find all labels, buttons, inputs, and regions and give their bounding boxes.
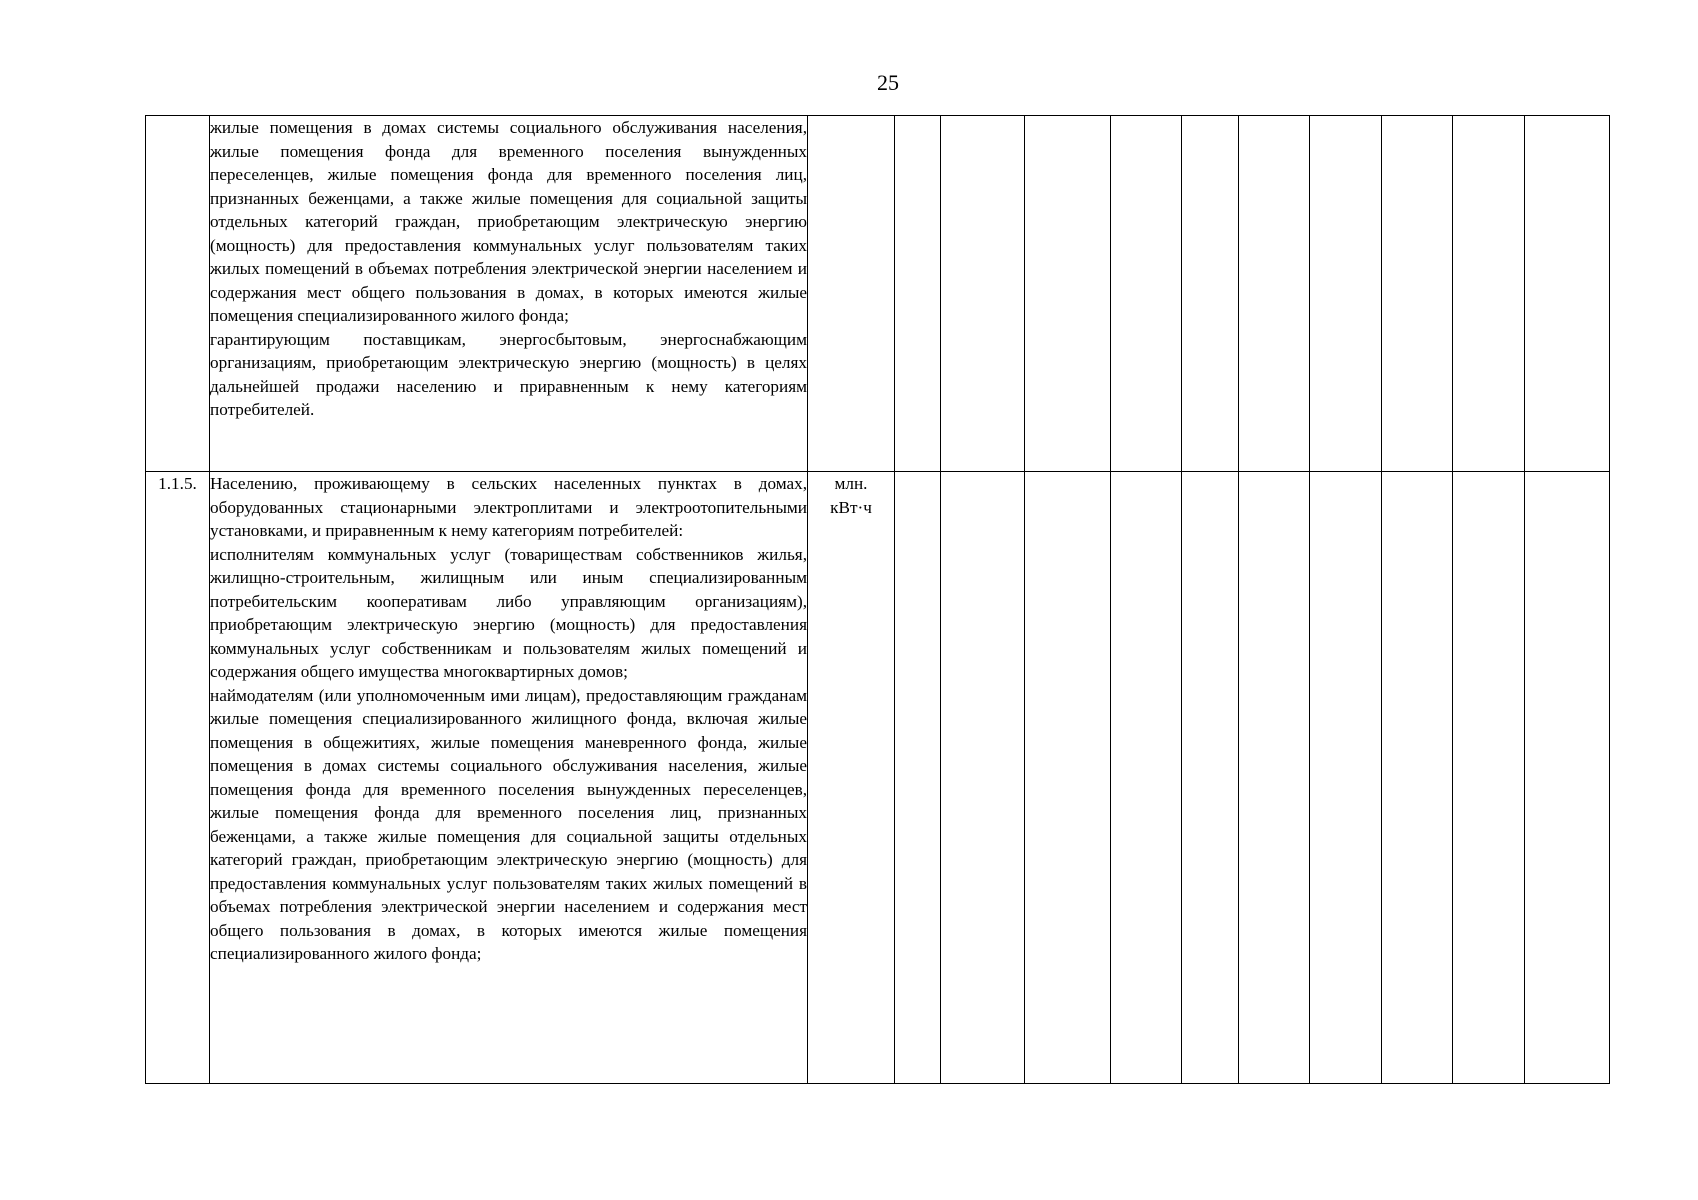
empty-value-cell <box>1525 116 1610 472</box>
empty-value-cell <box>895 472 941 1084</box>
description-paragraph: наймодателям (или уполномоченным ими лицам), предоставляющим гражданам жилые помещения специализированного жилищного фонда, включая жилые помещения в общежитиях, жилые помещения маневренного фонда, жилые помещения в домах системы социального обслуживания населения, жилые помещения фонда для временного поселения вынужденных переселенцев, жилые помещения фонда для временного поселения лиц, признанных беженцами, а также жилые помещения для социальной защиты отдельных категорий граждан, приобретающим электрическую энергию (мощность) для предоставления коммунальных услуг пользователям таких жилых помещений в объемах потребления электрической энергии населением и содержания мест общего пользования в домах, в которых имеются жилые помещения специализированного жилого фонда; <box>210 685 807 963</box>
empty-value-cell <box>1382 116 1453 472</box>
empty-value-cell <box>1182 472 1239 1084</box>
table-row <box>146 472 1610 1084</box>
description-paragraph: исполнителям коммунальных услуг (товариществам собственников жилья, жилищно-строительным, жилищным или иным специализированным потребительским кооперативам либо управляющим организациям), приобретающим электрическую энергию (мощность) для предоставления коммунальных услуг собственникам и пользователям жилых помещений и содержания общего имущества многоквартирных домов; <box>210 544 807 681</box>
empty-value-cell <box>1453 472 1525 1084</box>
description-paragraph: Населению, проживающему в сельских населенных пунктах в домах, оборудованных стационарными электроплитами и электроотопительными установками, и приравненным к нему категориям потребителей: <box>210 474 807 540</box>
row-description-cell <box>210 116 808 472</box>
empty-value-cell <box>1182 116 1239 472</box>
empty-value-cell <box>941 116 1025 472</box>
empty-value-cell <box>1239 472 1310 1084</box>
unit-text: кВт·ч <box>830 497 872 517</box>
unit-cell <box>808 472 895 1084</box>
empty-value-cell <box>1525 472 1610 1084</box>
row-number-cell <box>146 116 210 472</box>
empty-value-cell <box>941 472 1025 1084</box>
empty-value-cell <box>1111 472 1182 1084</box>
description-paragraph: жилые помещения в домах системы социального обслуживания населения, жилые помещения фонда для временного поселения вынужденных переселенцев, жилые помещения фонда для временного поселения лиц, признанных беженцами, а также жилые помещения для социальной защиты отдельных категорий граждан, приобретающим электрическую энергию (мощность) для предоставления коммунальных услуг пользователям таких жилых помещений в объемах потребления электрической энергии населением и содержания мест общего пользования в домах, в которых имеются жилые помещения специализированного жилого фонда; <box>210 118 807 325</box>
empty-value-cell <box>1111 116 1182 472</box>
row-number-cell: 1.1.5. <box>146 472 210 1084</box>
row-description-cell <box>210 472 808 1084</box>
empty-value-cell <box>1453 116 1525 472</box>
page-number: 25 <box>877 70 899 95</box>
empty-value-cell <box>895 116 941 472</box>
empty-value-cell <box>1239 116 1310 472</box>
empty-value-cell <box>1025 472 1111 1084</box>
table-row <box>146 116 1610 472</box>
empty-value-cell <box>1310 116 1382 472</box>
description-paragraph: гарантирующим поставщикам, энергосбытовым, энергоснабжающим организациям, приобретающим электрическую энергию (мощность) в целях дальнейшей продажи населению и приравненным к нему категориям потребителей. <box>210 329 807 419</box>
unit-cell <box>808 116 895 472</box>
empty-value-cell <box>1025 116 1111 472</box>
empty-value-cell <box>1310 472 1382 1084</box>
tariff-table <box>145 115 1610 1084</box>
unit-text: млн. <box>834 474 868 493</box>
empty-value-cell <box>1382 472 1453 1084</box>
